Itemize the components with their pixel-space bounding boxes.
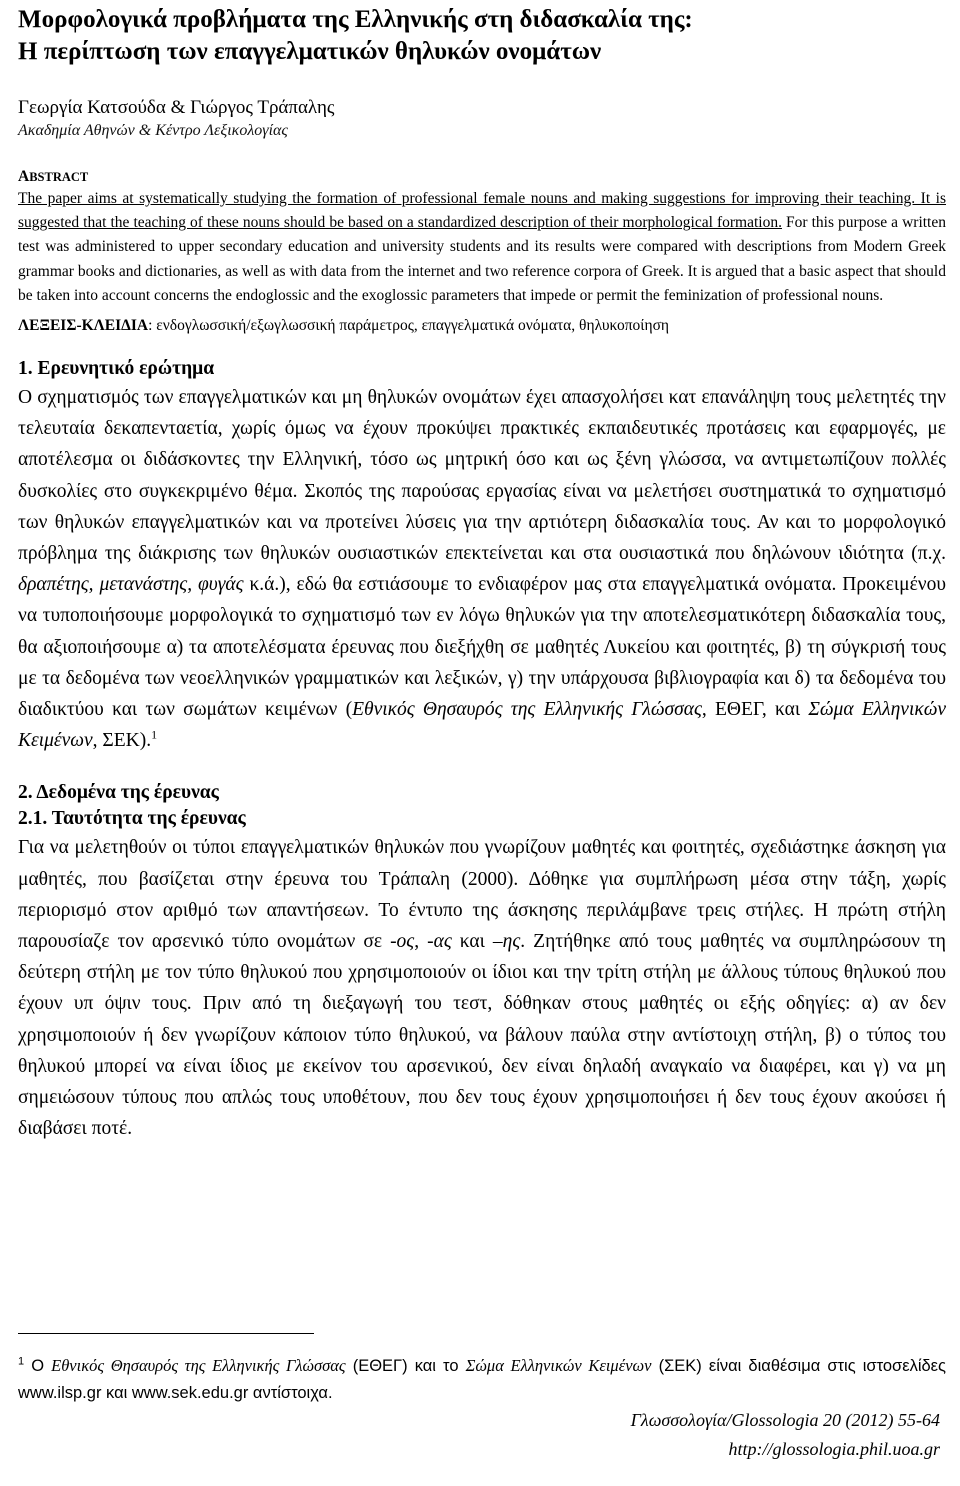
abstract-heading-initial: A	[18, 168, 30, 185]
suffix-os: -ος	[390, 931, 415, 953]
footnote-text-1: Ο	[24, 1357, 52, 1375]
section-1-text-3: , ΕΘΕΓ, και	[701, 699, 809, 721]
footnote-italic-2: Σώμα Ελληνικών Κειμένων	[465, 1356, 652, 1375]
footnote-text-3: (ΣΕΚ) είναι διαθέσιμα στις ιστοσελίδες www.ilsp.gr και www.sek.edu.gr αντίστοιχα.	[18, 1357, 946, 1402]
section-1-text-1: Ο σχηματισμός των επαγγελματικών και μη θηλυκών ονομάτων έχει απασχολήσει κατ επανάληψη τους μελετητές την τελευταία δεκαπενταετία, χωρίς όμως να έχουν προκύψει πρακτικές εκπαιδευτικές προτάσεις και εφαρμογές, με αποτέλεσμα οι διδάσκοντες την Ελληνική, τόσο ως μητρική όσο και ως ξένη γλώσσα, να αντιμετωπίζουν πολλές δυσκολίες στο συγκεκριμένο θέμα. Σκοπός της παρούσας εργασίας είναι να μελετήσει συστηματικά το σχηματισμό των θηλυκών επαγγελματικών και να προτείνει λύσεις για την αρτιότερη διδασκαλία τους. Αν και το μορφολογικό πρόβλημα της διάκρισης των θηλυκών ουσιαστικών επεκτείνεται και στα ουσιαστικά που δηλώνουν ιδιότητα (π.χ.	[18, 387, 946, 565]
title-line-1: Μορφολογικά προβλήματα της Ελληνικής στη διδασκαλία της:	[18, 6, 693, 33]
footnote-text-2: (ΕΘΕΓ) και το	[345, 1357, 466, 1375]
section-1-heading: 1. Ερευνητικό ερώτημα	[18, 358, 215, 380]
keywords	[18, 316, 946, 336]
section-1-italic-examples: δραπέτης, μετανάστης, φυγάς	[18, 574, 244, 596]
suffix-separator-2: και	[451, 931, 493, 953]
authors: Γεωργία Κατσούδα & Γιώργος Τράπαλης	[18, 97, 335, 118]
keywords-label: ΛΕΞΕΙΣ-ΚΛΕΙΔΙΑ	[18, 317, 149, 335]
suffix-as: -ας	[427, 931, 452, 953]
section-2-text-1: Για να μελετηθούν οι τύποι επαγγελματικών θηλυκών που γνωρίζουν μαθητές και φοιτητές, σχεδιάστηκε άσκηση για μαθητές, που βασίζεται στην έρευνα του Τράπαλη (2000). Δόθηκε για συμπλήρωση μέσα στην τάξη, χωρίς περιορισμό στον αριθμό των απαντήσεων. Το έντυπο της άσκησης περιλάμβανε τρεις στήλες. Η πρώτη στήλη παρουσίαζε τον αρσενικό τύπο ονομάτων σε	[18, 837, 946, 953]
section-2-1-paragraph	[18, 832, 946, 1144]
keywords-text: : ενδογλωσσική/εξωγλωσσική παράμετρος, επαγγελματικά ονόματα, θηλυκοποίηση	[148, 317, 670, 335]
footnote-number: 1	[18, 1355, 25, 1368]
section-2-1-heading: 2.1. Ταυτότητα της έρευνας	[18, 808, 246, 830]
suffix-separator-1: ,	[414, 931, 428, 953]
section-1-paragraph	[18, 382, 946, 756]
footnote-separator	[18, 1333, 314, 1334]
suffix-is: –ης	[492, 931, 521, 953]
section-1-italic-corpus-1: Εθνικός Θησαυρός της Ελληνικής Γλώσσας	[352, 699, 702, 721]
footnote-italic-1: Εθνικός Θησαυρός της Ελληνικής Γλώσσας	[51, 1356, 346, 1375]
footnote-1	[18, 1352, 946, 1407]
title-line-2: Η περίπτωση των επαγγελματικών θηλυκών ονομάτων	[18, 38, 602, 65]
journal-url[interactable]: http://glossologia.phil.uoa.gr	[728, 1439, 940, 1459]
section-1-text-2: κ.ά.), εδώ θα εστιάσουμε το ενδιαφέρον μας στα επαγγελματικά ονόματα. Προκειμένου να τυποποιήσουμε μορφολογικά το σχηματισμό των εν λόγω θηλυκών για την αποτελεσματικότερη διδασκαλία τους, θα αξιοποιήσουμε α) τα αποτελέσματα έρευνας που διεξήχθη σε μαθητές Λυκείου και φοιτητές, β) τη σύγκρισή τους με τα δεδομένα των νεοελληνικών γραμματικών και λεξικών, γ) την υπάρχουσα βιβλιογραφία και δ) τα δεδομένα του διαδικτύου και των σωμάτων κειμένων (	[18, 574, 946, 721]
section-2-heading: 2. Δεδομένα της έρευνας	[18, 782, 219, 804]
abstract-heading-rest: BSTRACT	[29, 170, 89, 184]
affiliation: Ακαδημία Αθηνών & Κέντρο Λεξικολογίας	[18, 122, 288, 139]
journal-citation: Γλωσσολογία/Glossologia 20 (2012) 55-64	[630, 1410, 940, 1430]
paper-title	[18, 0, 946, 68]
abstract-part-2: For this purpose a written test was administered to upper secondary education and university students and its results were compared with descriptions from Modern Greek grammar books and dictionaries, as well as with data from the internet and two reference corpora of Greek. It is argued that a basic aspect that should be taken into account concerns the endoglossic and the exoglossic parameters that impede or permit the feminization of professional nouns.	[18, 214, 946, 304]
section-1-text-4: , ΣΕΚ).	[92, 730, 152, 752]
section-2-text-2: . Ζητήθηκε από τους μαθητές να συμπληρώσουν τη δεύτερη στήλη με τον τύπο θηλυκού που χρησιμοποιούν οι ίδιοι και την τρίτη στήλη με άλλους τύπους θηλυκού που έχουν υπ όψιν τους. Πριν από τη διεξαγωγή του τεστ, δόθηκαν στους μαθητές οι εξής οδηγίες: α) αν δεν χρησιμοποιούν ή δεν γνωρίζουν κάποιον τύπο θηλυκού, να βάλουν παύλα στην αντίστοιχη στήλη, β) ο τύπος του θηλυκού μπορεί να είναι ίδιος με εκείνον του αρσενικού, δεν είναι δηλαδή αναγκαίο να διαφέρει, και γ) να μη σημειώσουν τύπους που απλώς τους υποθέτουν, που δεν τους έχουν χρησιμοποιήσει ή δεν τους έχουν ακούσει ή διαβάσει ποτέ.	[18, 931, 946, 1140]
page-footer	[631, 1406, 940, 1464]
abstract-part-1: The paper aims at systematically studying the formation of professional female nouns and making suggestions for improving their teaching. It is suggested that the teaching of these nouns should be based on a standardized description of their morphological formation.	[18, 190, 946, 232]
section-1-italic-corpus-2: Σώμα Ελληνικών Κειμένων	[18, 699, 946, 752]
abstract-heading	[18, 167, 946, 187]
footnote-ref-1[interactable]: 1	[151, 727, 158, 742]
abstract-text	[18, 187, 946, 308]
